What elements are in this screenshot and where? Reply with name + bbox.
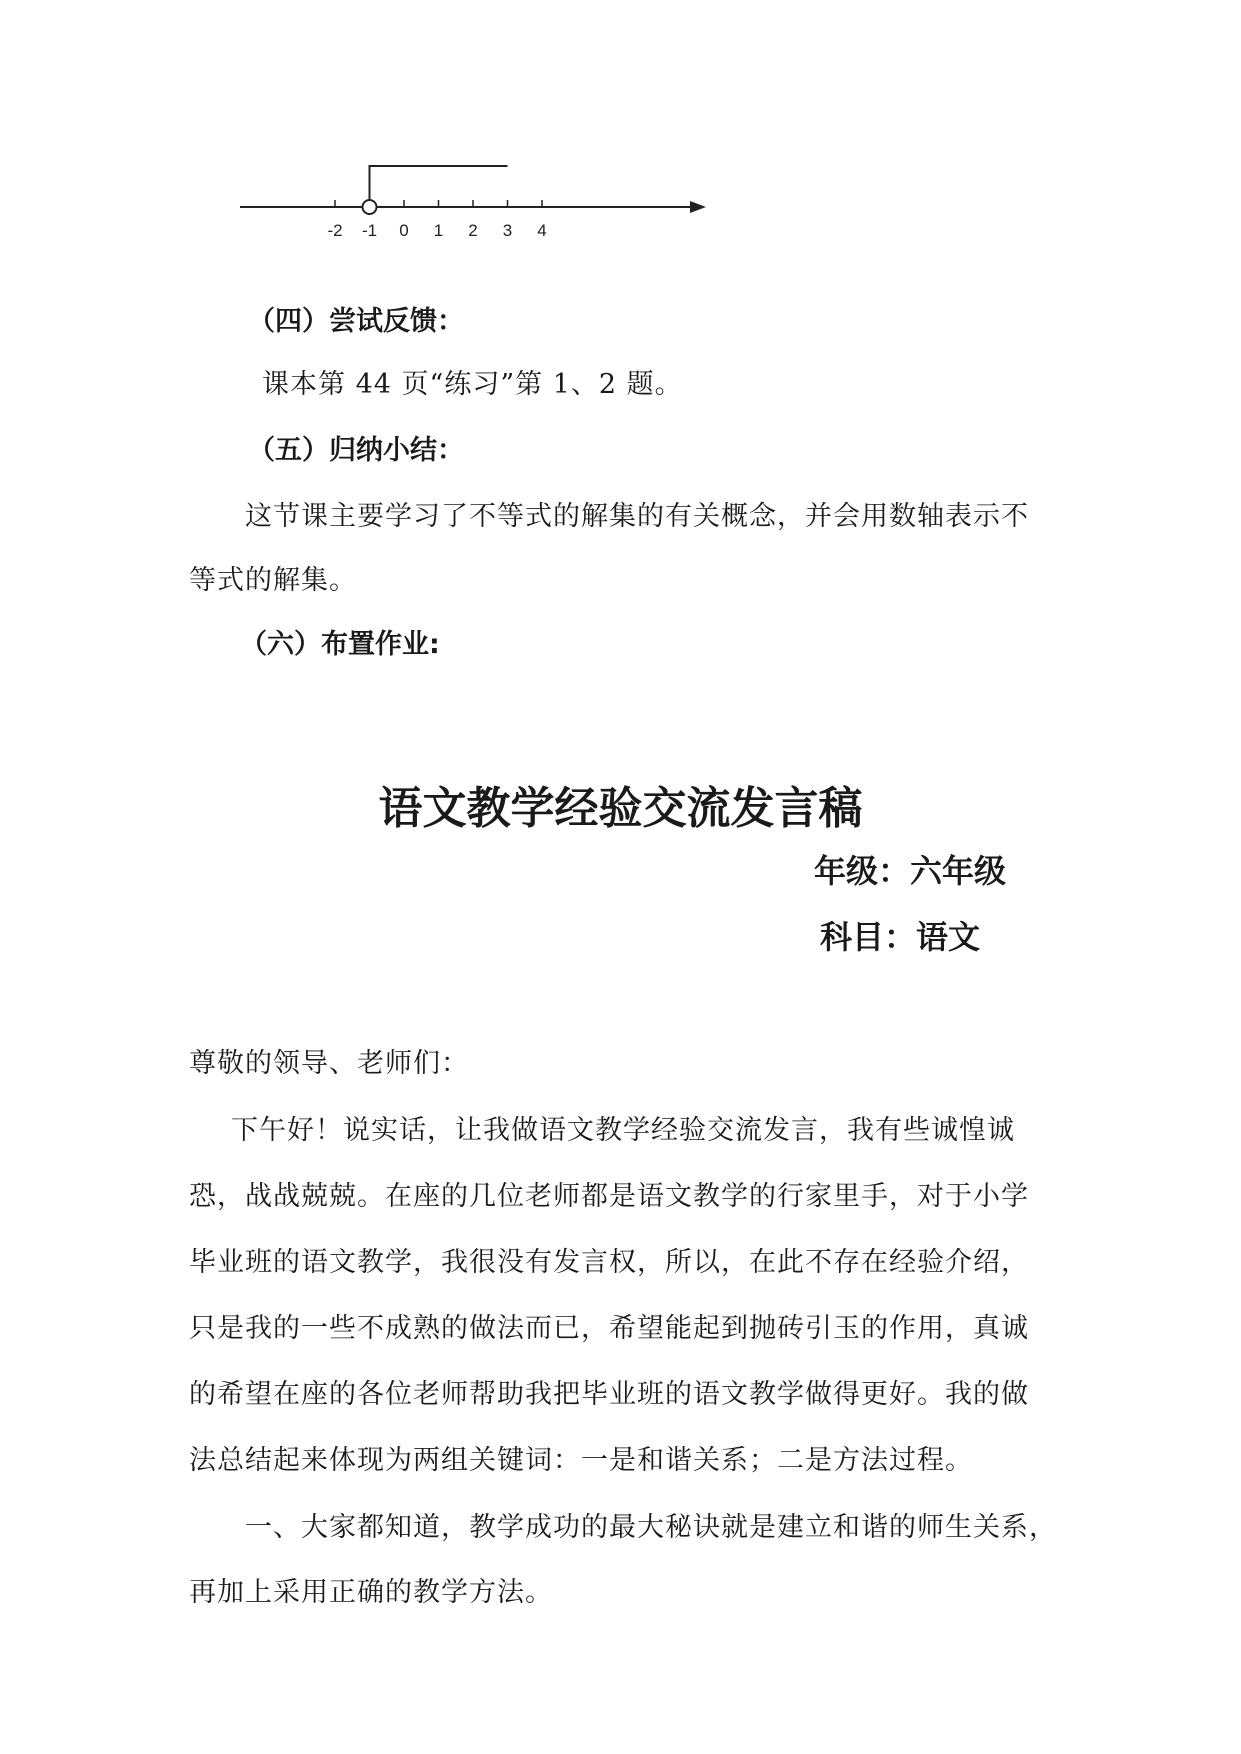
- number-line-arrow: [690, 201, 706, 213]
- para1-line: 恐，战战兢兢。在座的几位老师都是语文教学的行家里手，对于小学: [189, 1181, 1029, 1212]
- number-line-tick-label: 3: [502, 221, 513, 240]
- number-line-tick-label: 0: [399, 221, 409, 240]
- number-line-tick-label: 1: [433, 221, 444, 240]
- grade-label: 年级：六年级: [814, 852, 1007, 890]
- open-circle-point: [363, 200, 377, 214]
- para1-line: 下午好！说实话，让我做语文教学经验交流发言，我有些诚惶诚: [231, 1115, 1015, 1146]
- salutation: 尊敬的领导、老师们：: [189, 1048, 469, 1079]
- speech-title: 语文教学经验交流发言稿: [378, 783, 863, 834]
- section4-text: 课本第 44 页“练习”第 1、2 题。: [262, 369, 683, 400]
- section5-heading: （五）归纳小结：: [248, 435, 464, 466]
- para2-line: 一、大家都知道，教学成功的最大秘诀就是建立和谐的师生关系，: [245, 1512, 1057, 1543]
- para1-line: 毕业班的语文教学，我很没有发言权，所以，在此不存在经验介绍，: [189, 1247, 1029, 1278]
- section4-heading: （四）尝试反馈：: [248, 306, 464, 337]
- section5-line2: 等式的解集。: [189, 565, 357, 596]
- number-line-tick-label: 4: [537, 221, 547, 240]
- number-line-tick-label: 2: [468, 221, 478, 240]
- number-line-figure: [230, 150, 710, 250]
- section6-heading: （六）布置作业:: [240, 629, 440, 660]
- para1-line: 只是我的一些不成熟的做法而已，希望能起到抛砖引玉的作用，真诚: [189, 1313, 1029, 1344]
- number-line-tick-label: -1: [361, 221, 378, 240]
- para1-line: 的希望在座的各位老师帮助我把毕业班的语文教学做得更好。我的做: [189, 1379, 1029, 1410]
- para1-line: 法总结起来体现为两组关键词：一是和谐关系；二是方法过程。: [189, 1445, 973, 1476]
- para2-line: 再加上采用正确的教学方法。: [189, 1577, 553, 1608]
- number-line-tick-labels: [327, 221, 546, 240]
- subject-label: 科目：语文: [820, 918, 981, 956]
- number-line-tick-label: -2: [327, 221, 343, 240]
- section5-line1: 这节课主要学习了不等式的解集的有关概念，并会用数轴表示不: [245, 501, 1029, 532]
